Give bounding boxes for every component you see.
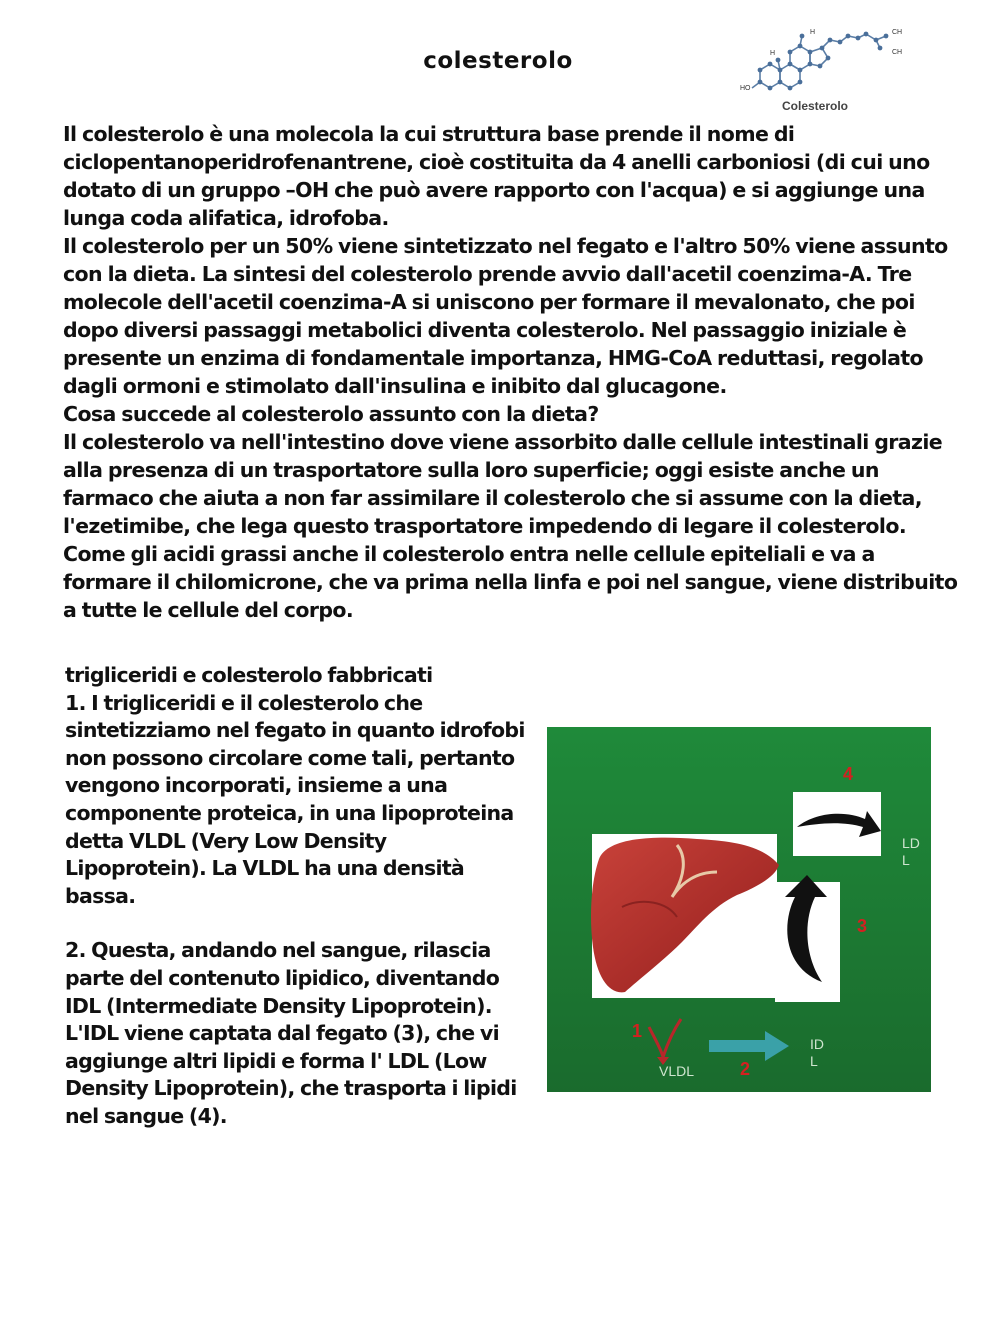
intro-text <box>63 120 968 624</box>
idl-label-line-2: L <box>810 1053 818 1069</box>
intro-question: Cosa succede al colesterolo assunto con la dieta? <box>63 402 599 426</box>
vldl-label: VLDL <box>659 1063 695 1079</box>
molecule-label-h3c-2: H <box>810 29 816 36</box>
molecule-label-h3c-1: H <box>770 50 776 57</box>
section-paragraph-1: 1. I trigliceridi e il colesterolo che sintetizziamo nel fegato in quanto idrofobi non possono circolare come tali, pertanto vengono incorporati, insieme a una componente proteica, in una lipoproteina detta VLDL (Very Low Density Lipoprotein). La VLDL ha una densità bassa. <box>65 690 525 908</box>
step-number-4: 4 <box>843 764 854 784</box>
section-paragraph-3: L'IDL viene captata dal fegato (3), che vi aggiunge altri lipidi e forma l' LDL (Low Density Lipoprotein), che trasporta i lipidi nel sangue (4). <box>65 1021 517 1128</box>
intro-paragraph-structure: Il colesterolo è una molecola la cui struttura base prende il nome di ciclopentanoperidrofenantrene, cioè costituita da 4 anelli carboniosi (di cui uno dotato di un gruppo –OH che può avere rapporto con l'acqua) e si aggiunge una lunga coda alifatica, idrofoba. <box>63 122 930 230</box>
step-number-1: 1 <box>632 1021 643 1041</box>
intro-paragraph-diet: Il colesterolo va nell'intestino dove viene assorbito dalle cellule intestinali grazie alla presenza di un trasportatore sulla loro superficie; oggi esiste anche un farmaco che aiuta a non far assimilare il colesterolo che si assume con la dieta, l'ezetimibe, che lega questo trasportatore impedendo di legare il colesterolo. Come gli acidi grassi anche il colesterolo entra nelle cellule epiteliali e va a formare il chilomicrone, che va prima nella linfa e poi nel sangue, viene distribuito a tutte le cellule del corpo. <box>63 430 958 622</box>
liver-lipoprotein-diagram <box>547 727 931 1092</box>
page-title: colesterolo <box>423 48 573 74</box>
molecule-label-ch3: CH <box>892 29 903 36</box>
molecule-label-ch3-b: CH <box>892 49 903 56</box>
step-number-3: 3 <box>857 916 868 936</box>
ldl-label-line-1: LD <box>902 835 920 851</box>
intro-paragraph-synthesis: Il colesterolo per un 50% viene sintetizzato nel fegato e l'altro 50% viene assunto con la dieta. La sintesi del colesterolo prende avvio dall'acetil coenzima-A. Tre molecole dell'acetil coenzima-A si uniscono per formare il mevalonato, che poi dopo diversi passaggi metabolici diventa colesterolo. Nel passaggio iniziale è presente un enzima di fondamentale importanza, HMG-CoA reduttasi, regolato dagli ormoni e stimolato dall'insulina e inibito dal glucagone. <box>63 234 948 398</box>
idl-label-line-1: ID <box>810 1036 824 1052</box>
step-number-2: 2 <box>740 1059 751 1079</box>
lipoprotein-section <box>65 662 525 1131</box>
ldl-label-line-2: L <box>902 852 910 868</box>
molecule-caption: Colesterolo <box>782 99 849 113</box>
molecule-label-ho: HO <box>740 85 751 92</box>
section-heading: trigliceridi e colesterolo fabbricati <box>65 663 433 687</box>
section-paragraph-2: 2. Questa, andando nel sangue, rilascia parte del contenuto lipidico, diventando IDL (Intermediate Density Lipoprotein). <box>65 938 500 1018</box>
